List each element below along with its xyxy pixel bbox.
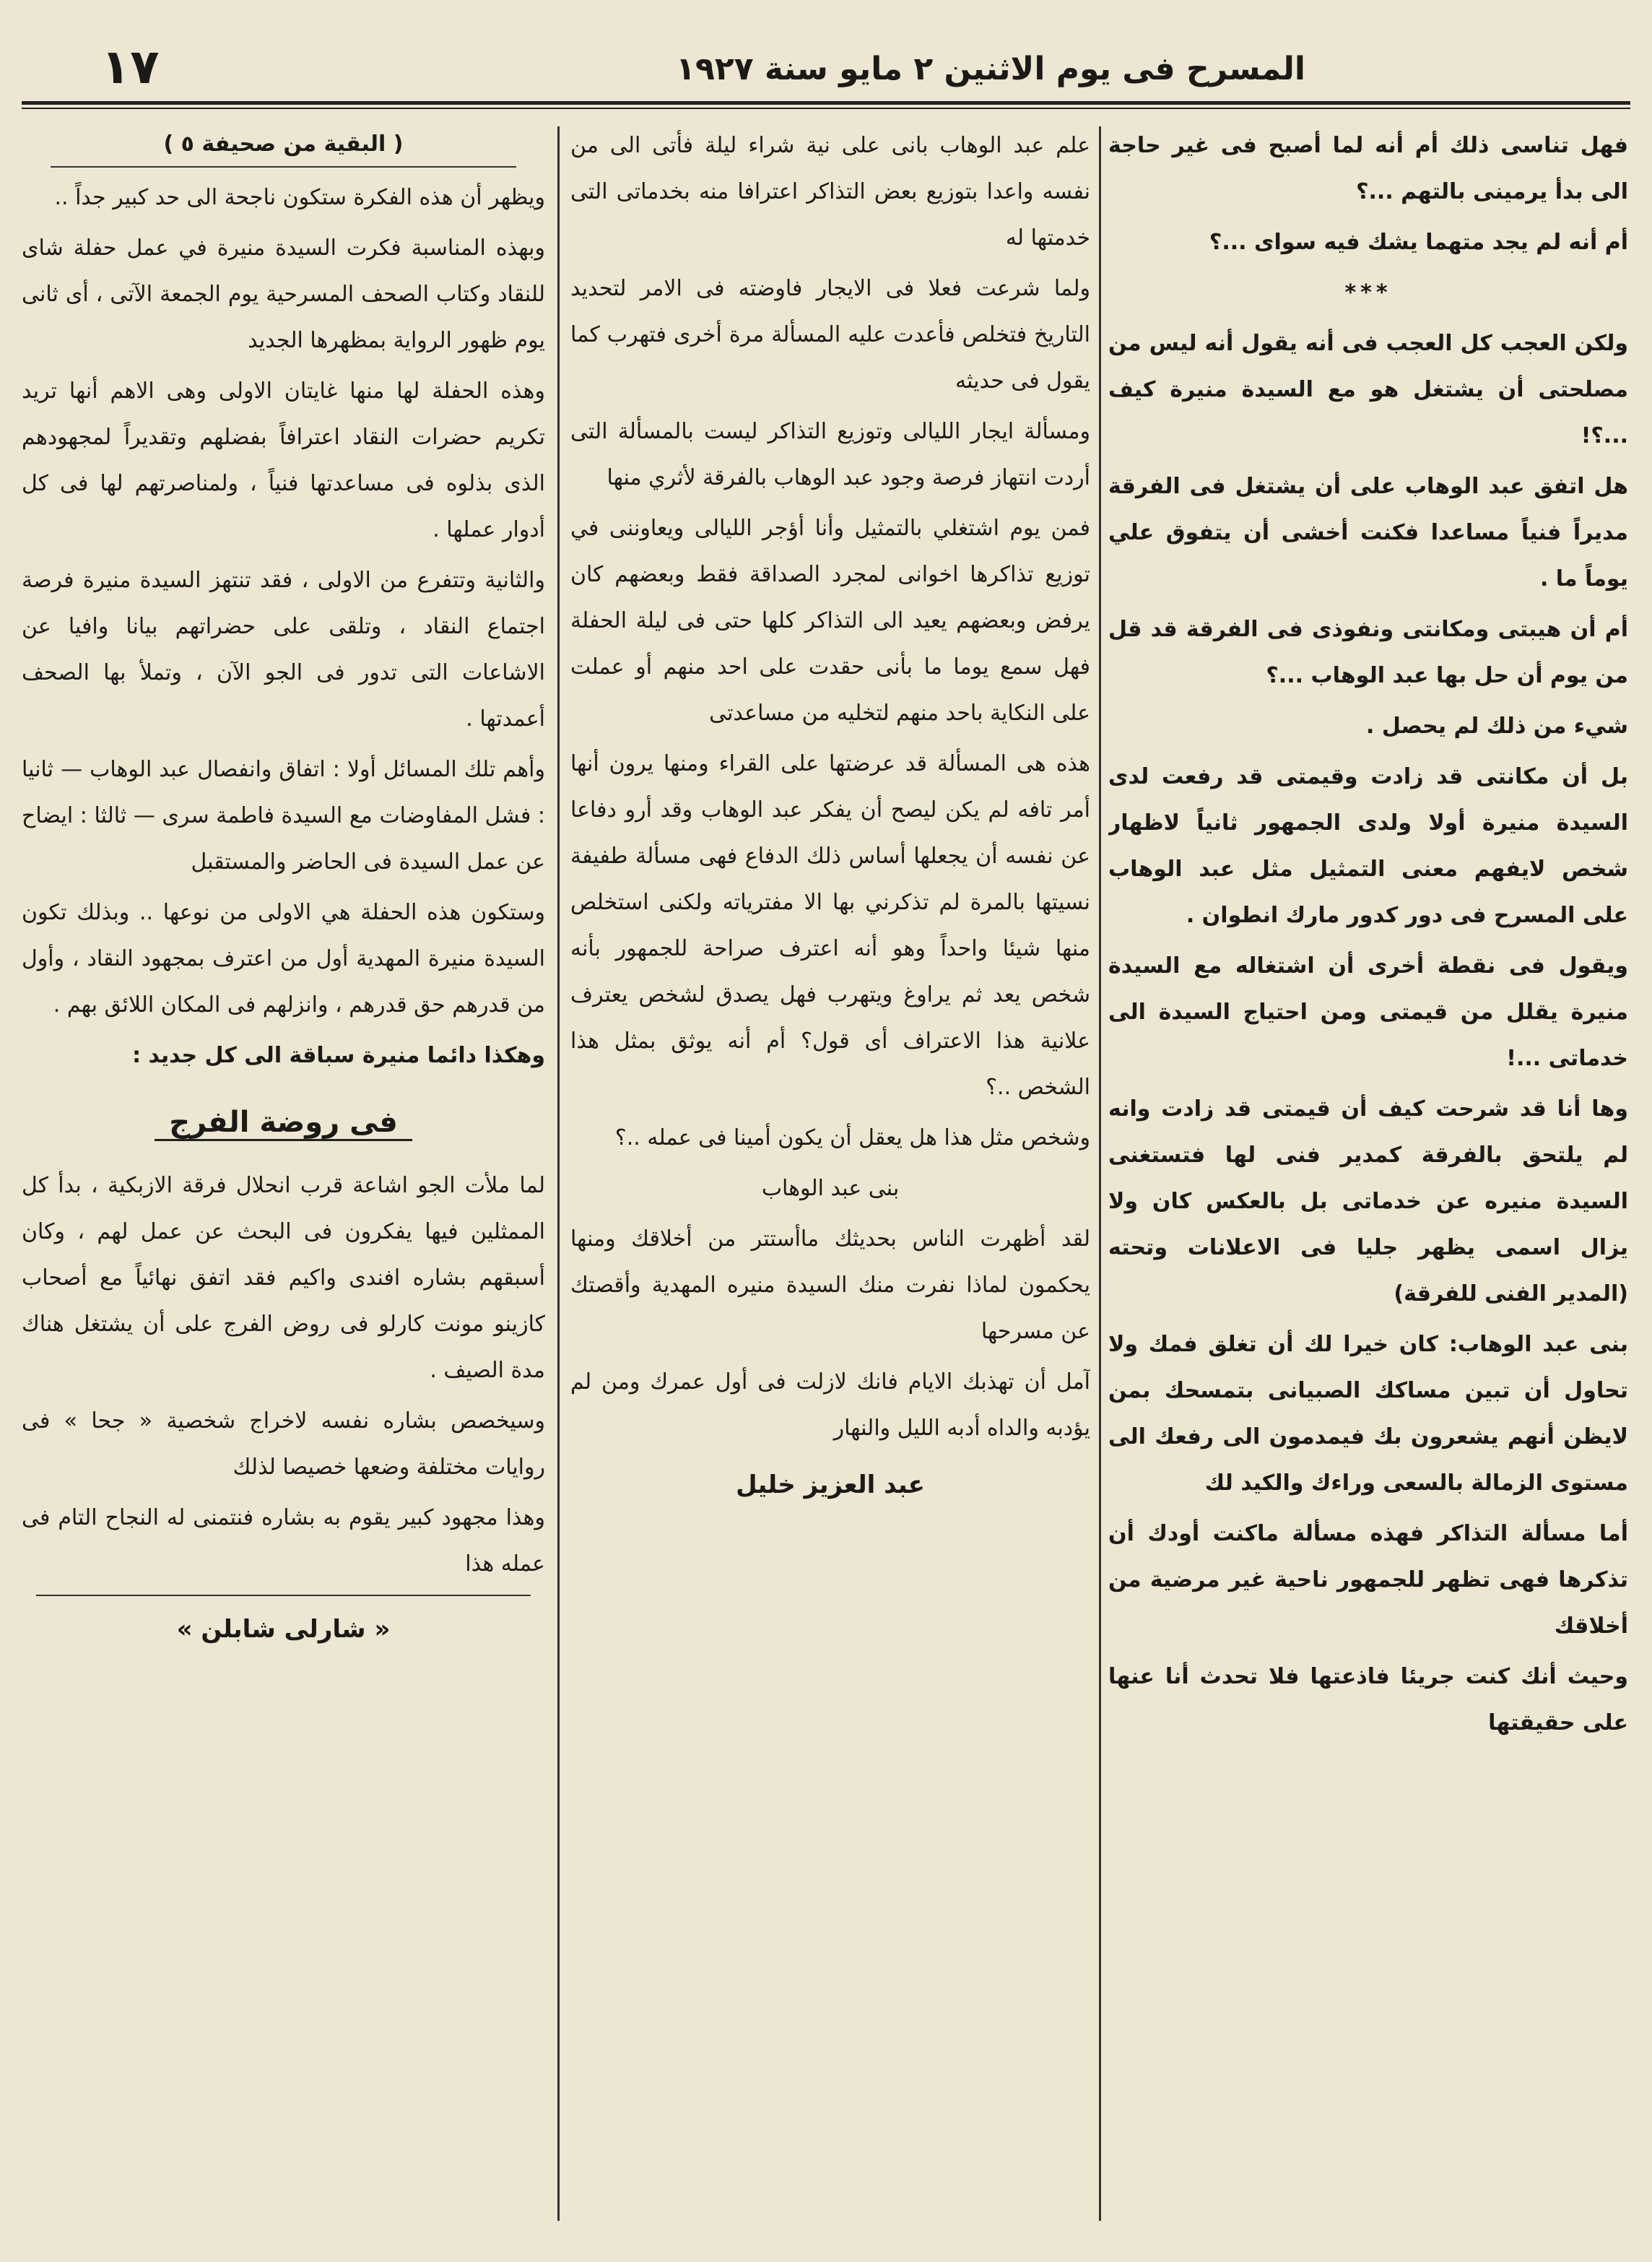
author-signature: عبد العزيز خليل [736, 1470, 925, 1499]
paragraph: علم عبد الوهاب بانى على نية شراء ليلة فأتى الى من نفسه واعدا بتوزيع بعض التذاكر اعترافا منه بخدماتى التى خدمتها له [570, 133, 1090, 251]
paragraph: لقد أظهرت الناس بحديثك ماأستتر من أخلاقك ومنها يحكمون لماذا نفرت منك السيدة منيره المهدية وأقصتك عن مسرحها [570, 1226, 1090, 1344]
column-middle [570, 123, 1090, 2239]
author-signature: « شارلى شابلن » [176, 1615, 391, 1644]
paragraph: آمل أن تهذبك الايام فانك لازلت فى أول عمرك ومن لم يؤدبه والداه أدبه الليل والنهار [570, 1369, 1090, 1441]
paragraph: فمن يوم اشتغلي بالتمثيل وأنا أؤجر الليالى ويعاوننى في توزيع تذاكرها اخوانى لمجرد الصداقة فقط وبعضهم كان يرفض وبعضهم يعيد الى التذاكر كلها حتى فى ليلة الحفلة فهل سمع يوما ما بأنى حقدت على احد منهم أو عملت على النكاية باحد منهم لتخليه من مساعدتى [570, 516, 1090, 726]
column-left [22, 123, 545, 2239]
header-rule [22, 101, 1630, 109]
paragraph: فهل تناسى ذلك أم أنه لما أصبح فى غير حاجة الى بدأ يرمينى بالتهم ...؟ [1108, 133, 1628, 204]
paragraph: ويظهر أن هذه الفكرة ستكون ناجحة الى حد كبير جداً .. [54, 185, 545, 210]
paragraph: ويقول فى نقطة أخرى أن اشتغاله مع السيدة منيرة يقلل من قيمتى ومن احتياج السيدة الى خدماتى ...! [1108, 953, 1628, 1071]
section-stars: *** [1344, 280, 1392, 306]
paragraph: أم أنه لم يجد متهما يشك فيه سواى ...؟ [1209, 230, 1628, 255]
paragraph: وها أنا قد شرحت كيف أن قيمتى قد زادت وانه لم يلتحق بالفرقة كمدير فنى لها فتستغنى السيدة منيره عن خدماتى بل بالعكس كان ولا يزال اسمى يظهر جليا فى الاعلانات وتحته (المدير الفنى للفرقة) [1108, 1096, 1628, 1306]
paragraph: ولكن العجب كل العجب فى أنه يقول أنه ليس من مصلحتى أن يشتغل هو مع السيدة منيرة كيف ...؟! [1108, 331, 1628, 448]
salutation: بنى عبد الوهاب [761, 1176, 900, 1201]
section-heading-text: فى روضة الفرج [155, 1106, 412, 1141]
section-heading [22, 1093, 545, 1151]
column-right [1108, 123, 1628, 2239]
header-title: المسرح فى يوم الاثنين ٢ مايو سنة ١٩٢٧ [676, 51, 1305, 87]
paragraph: وبهذه المناسبة فكرت السيدة منيرة في عمل حفلة شاى للنقاد وكتاب الصحف المسرحية يوم الجمعة الآتى ، أى ثانى يوم ظهور الرواية بمظهرها الجديد [22, 235, 545, 353]
paragraph: أم أن هيبتى ومكانتى ونفوذى فى الفرقة قد قل من يوم أن حل بها عبد الوهاب ...؟ [1108, 617, 1628, 688]
paragraph: وشخص مثل هذا هل يعقل أن يكون أمينا فى عمله ..؟ [614, 1125, 1090, 1150]
paragraph: بل أن مكانتى قد زادت وقيمتى قد رفعت لدى السيدة منيرة أولا ولدى الجمهور ثانياً لاظهار شخص لايفهم معنى التمثيل مثل عبد الوهاب على المسرح فى دور كدور مارك انطوان . [1108, 764, 1628, 928]
column-divider [1099, 126, 1101, 2221]
paragraph: وستكون هذه الحفلة هي الاولى من نوعها .. وبذلك تكون السيدة منيرة المهدية أول من اعترف بمجهود النقاد ، وأول من قدرهم حق قدرهم ، وانزلهم فى المكان اللائق بهم . [22, 900, 545, 1018]
paragraph: وأهم تلك المسائل أولا : اتفاق وانفصال عبد الوهاب — ثانيا : فشل المفاوضات مع السيدة فاطمة سرى — ثالثا : ايضاح عن عمل السيدة فى الحاضر والمستقبل [22, 757, 545, 875]
paragraph: هل اتفق عبد الوهاب على أن يشتغل فى الفرقة مديراً فنياً مساعدا فكنت أخشى أن يتفوق علي يوماً ما . [1108, 474, 1628, 592]
paragraph: شيء من ذلك لم يحصل . [1366, 714, 1628, 739]
paragraph: والثانية وتتفرع من الاولى ، فقد تنتهز السيدة منيرة فرصة اجتماع النقاد ، وتلقى على حضراتهم بيانا وافيا عن الاشاعات التى تدور فى الجو الآن ، وتملأ بها الصحف أعمدتها . [22, 568, 545, 732]
page-number: ١٧ [101, 39, 160, 95]
page-header [22, 29, 1630, 108]
divider [36, 1595, 531, 1596]
paragraph: بنى عبد الوهاب: كان خيرا لك أن تغلق فمك ولا تحاول أن تبين مساكك الصبيانى بتمسحك بمن لايظن أنهم يشعرون بك فيمدمون الى رفعك الى مستوى الزمالة بالسعى وراءك والكيد لك [1108, 1332, 1628, 1496]
paragraph: وهكذا دائما منيرة سباقة الى كل جديد : [132, 1043, 545, 1068]
column-divider [557, 126, 560, 2221]
paragraph: أما مسألة التذاكر فهذه مسألة ماكنت أودك أن تذكرها فهى تظهر للجمهور ناحية غير مرضية من أخلاقك [1108, 1521, 1628, 1639]
continued-note: ( البقية من صحيفة ٥ ) [51, 123, 516, 168]
paragraph: وسيخصص بشاره نفسه لاخراج شخصية « جحا » فى روايات مختلفة وضعها خصيصا لذلك [22, 1408, 545, 1480]
paragraph: ومسألة ايجار الليالى وتوزيع التذاكر ليست بالمسألة التى أردت انتهاز فرصة وجود عبد الوهاب بالفرقة لأثري منها [570, 419, 1090, 490]
paragraph: ولما شرعت فعلا فى الايجار فاوضته فى الامر لتحديد التاريخ فتخلص فأعدت عليه المسألة مرة أخرى فتهرب كما يقول فى حديثه [570, 276, 1090, 394]
paragraph: وهذا مجهود كبير يقوم به بشاره فنتمنى له النجاح التام فى عمله هذا [22, 1505, 545, 1577]
paragraph: وحيث أنك كنت جريئا فاذعتها فلا تحدث أنا عنها على حقيقتها [1108, 1664, 1628, 1736]
paragraph: هذه هى المسألة قد عرضتها على القراء ومنها يرون أنها أمر تافه لم يكن ليصح أن يفكر عبد الوهاب وقد أرو دفاعا عن نفسه أن يجعلها أساس ذلك الدفاع فهى مسألة طفيفة نسيتها بالمرة لم تذكرني بها الا مفترياته ولكنى استخلص منها شيئا واحداً وهو أنه اعترف صراحة للجمهور بأنه شخص يعد ثم يراوغ ويتهرب فهل يصدق لشخص يعترف علانية هذا الاعتراف أى قول؟ أم أنه يوثق بمثل هذا الشخص ..؟ [570, 751, 1090, 1100]
paragraph: لما ملأت الجو اشاعة قرب انحلال فرقة الازبكية ، بدأ كل الممثلين فيها يفكرون فى البحث عن عمل لهم ، وكان أسبقهم بشاره افندى واكيم فقد اتفق نهائياً مع أصحاب كازينو مونت كارلو فى روض الفرج على أن يشتغل هناك مدة الصيف . [22, 1173, 545, 1383]
paragraph: وهذه الحفلة لها منها غايتان الاولى وهى الاهم أنها تريد تكريم حضرات النقاد اعترافاً بفضلهم وتقديراً لمجهودهم الذى بذلوه فى مساعدتها فنياً ، ولمناصرتهم لها فى كل أدوار عملها . [22, 378, 545, 542]
